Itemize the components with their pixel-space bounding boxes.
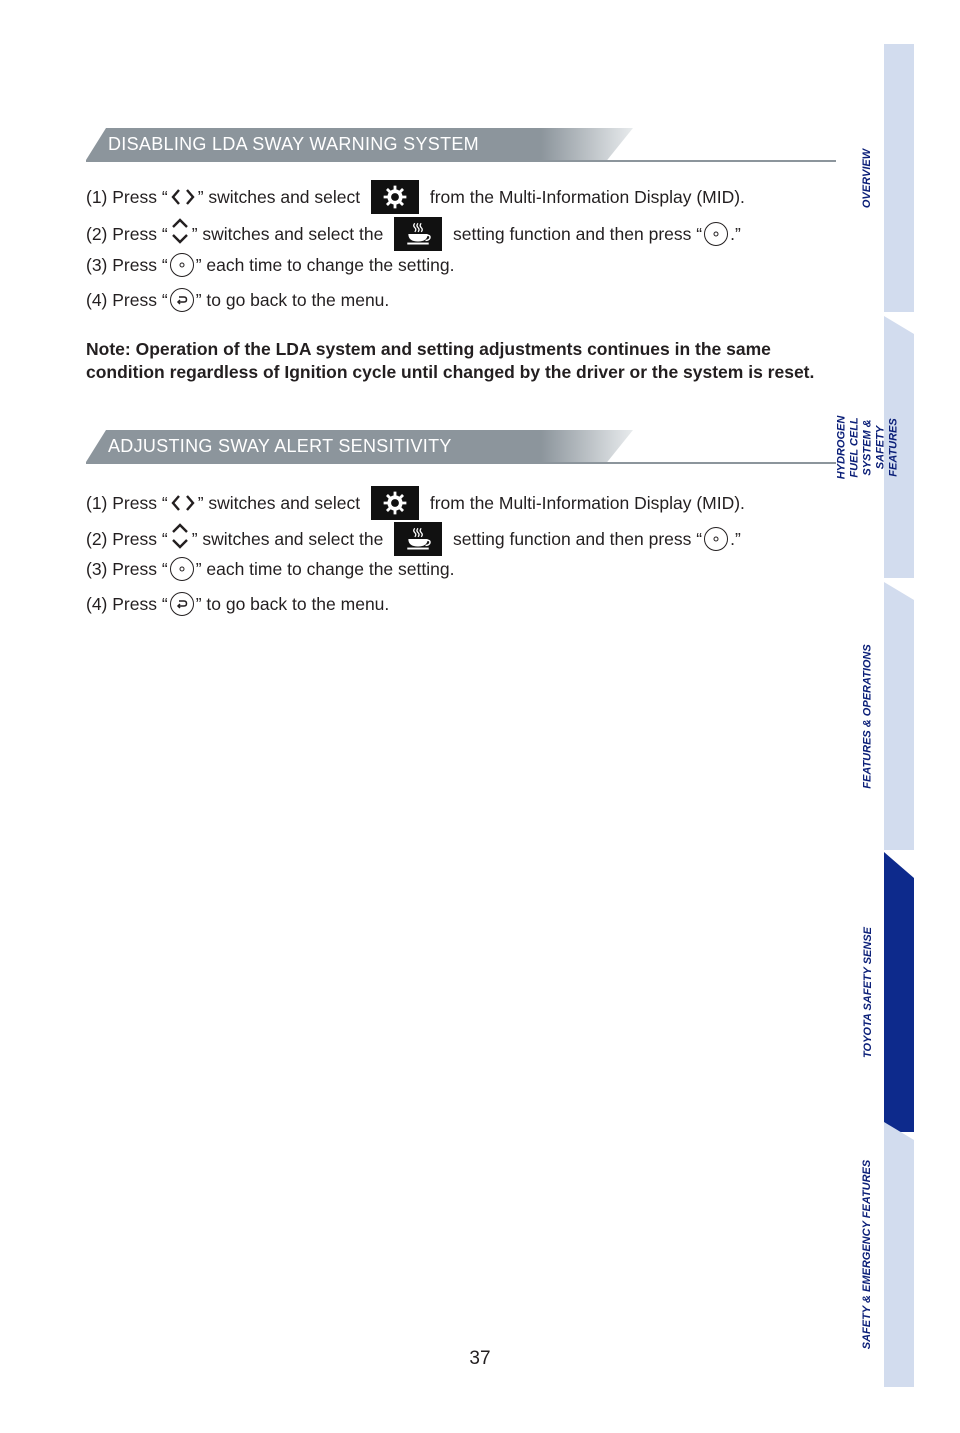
tab-hydrogen-label-wrap: [835, 316, 900, 578]
page-number: 37: [469, 1348, 491, 1369]
tab-tss-label-wrap: [848, 852, 888, 1132]
back-button-icon: [170, 288, 194, 312]
up-down-arrows-icon: [168, 521, 192, 557]
section-rule: [86, 160, 836, 162]
step-text: ” switches and select the: [191, 224, 389, 244]
tab-overview-label-wrap: [848, 44, 888, 312]
tab-label: SAFETY & EMERGENCY FEATURES: [861, 1159, 874, 1350]
step-text: ” each time to change the setting.: [195, 255, 455, 275]
step-text: ” switches and select the: [191, 529, 389, 549]
tab-safety-emergency[interactable]: [884, 1122, 914, 1387]
tab-toyota-safety-sense[interactable]: [884, 852, 914, 1132]
tab-label: OVERVIEW: [861, 148, 874, 208]
coffee-cup-icon: [394, 217, 442, 251]
tab-label: FEATURES & OPERATIONS: [861, 643, 874, 789]
section-banner-tail: [541, 430, 633, 462]
step-text: ” switches and select: [197, 493, 365, 513]
step-text: setting function and then press “: [448, 529, 703, 549]
step-text: .”: [730, 529, 741, 549]
settings-gear-icon: [371, 180, 419, 214]
coffee-cup-icon: [394, 522, 442, 556]
left-right-arrows-icon: [168, 491, 198, 515]
tab-label: TOYOTA SAFETY SENSE: [861, 926, 874, 1058]
tab-features-label-wrap: [848, 582, 888, 850]
step-1: [86, 486, 745, 520]
step-text: .”: [730, 224, 741, 244]
tab-features[interactable]: [884, 582, 914, 850]
step-text: ” to go back to the menu.: [195, 290, 390, 310]
section-rule: [86, 462, 836, 464]
ok-button-icon: [704, 222, 728, 246]
section-banner-tail: [541, 128, 633, 160]
step-text: (3) Press “: [86, 255, 168, 275]
step-text: ” to go back to the menu.: [195, 594, 390, 614]
tab-safety-label-wrap: [848, 1122, 888, 1387]
step-1: [86, 180, 745, 214]
step-text: from the Multi-Information Display (MID).: [424, 493, 745, 513]
step-text: ” each time to change the setting.: [195, 559, 455, 579]
step-2: [86, 521, 741, 557]
tab-label: HYDROGEN FUEL CELL SYSTEM & SAFETY FEATURES: [835, 415, 900, 479]
step-text: (4) Press “: [86, 290, 168, 310]
step-2: [86, 216, 741, 252]
settings-gear-icon: [371, 486, 419, 520]
step-text: (1) Press “: [86, 493, 168, 513]
step-3: [86, 253, 454, 277]
step-text: (2) Press “: [86, 529, 168, 549]
section-title: DISABLING LDA SWAY WARNING SYSTEM: [108, 134, 479, 154]
note-text: Note: Operation of the LDA system and setting adjustments continues in the same condition regardless of Ignition cycle until changed by the driver or the system is reset.: [86, 339, 815, 382]
step-3: [86, 557, 454, 581]
ok-button-icon: [704, 527, 728, 551]
step-4: [86, 288, 389, 312]
tab-overview[interactable]: [884, 44, 914, 312]
step-text: (4) Press “: [86, 594, 168, 614]
step-4: [86, 592, 389, 616]
step-text: (2) Press “: [86, 224, 168, 244]
ok-button-icon: [170, 253, 194, 277]
step-text: (1) Press “: [86, 187, 168, 207]
step-text: setting function and then press “: [448, 224, 703, 244]
step-text: (3) Press “: [86, 559, 168, 579]
step-text: from the Multi-Information Display (MID).: [424, 187, 745, 207]
up-down-arrows-icon: [168, 216, 192, 252]
step-text: ” switches and select: [197, 187, 365, 207]
section-header-adjusting: [86, 430, 836, 464]
section-header-disabling: [86, 128, 836, 162]
back-button-icon: [170, 592, 194, 616]
left-right-arrows-icon: [168, 185, 198, 209]
section-title: ADJUSTING SWAY ALERT SENSITIVITY: [108, 436, 452, 456]
ok-button-icon: [170, 557, 194, 581]
